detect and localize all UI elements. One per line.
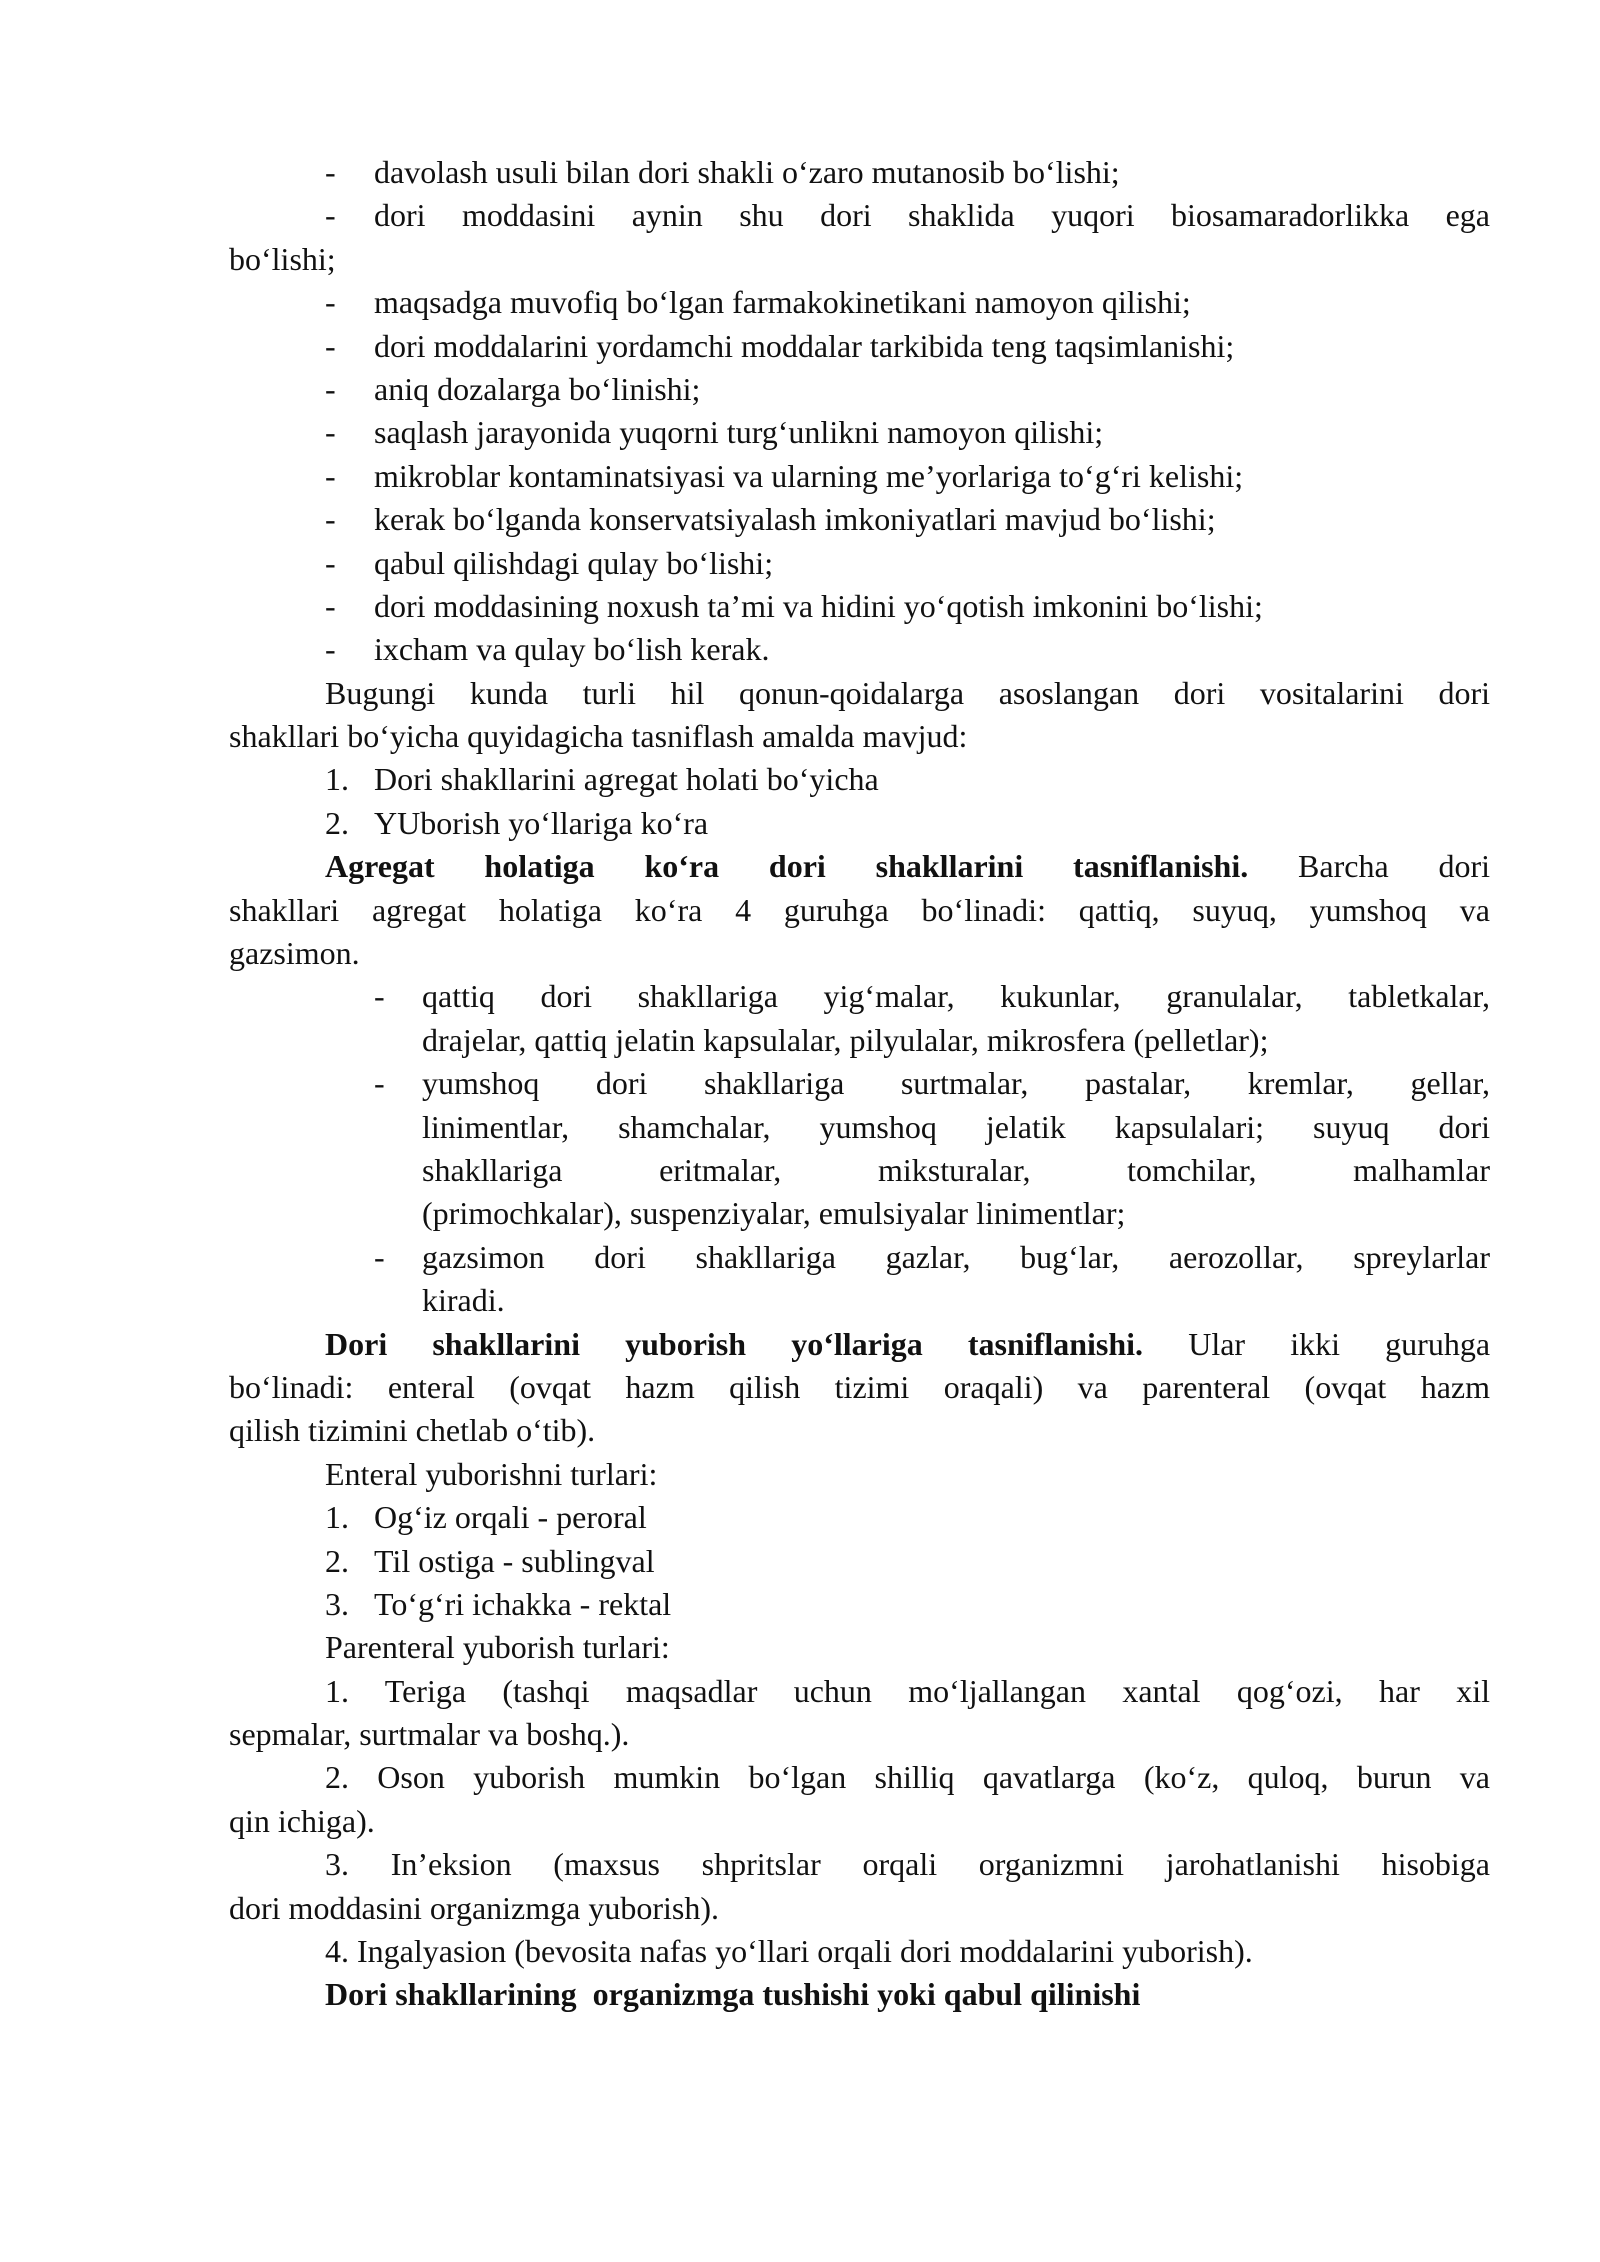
bullet-dash: -: [374, 1238, 385, 1275]
list-item: - qabul qilishdagi qulay bo‘lishi;: [229, 542, 1490, 585]
paragraph-line: dori moddasini organizmga yuborish).: [229, 1889, 719, 1926]
paragraph-line: sepmalar, surtmalar va boshq.).: [229, 1716, 630, 1753]
bullet-dash: -: [325, 587, 336, 624]
paragraph-line: bo‘linadi: enteral (ovqat hazm qilish tizimi oraqali) va parenteral (ovqat hazm: [229, 1368, 1490, 1405]
paragraph-line: shakllari agregat holatiga ko‘ra 4 guruhga bo‘linadi: qattiq, suyuq, yumshoq va: [229, 891, 1490, 928]
bullet-dash: -: [325, 154, 336, 190]
numbered-paragraph: 3. In’eksion (maxsus shpritslar orqali organizmni jarohatlanishi hisobiga: [325, 1846, 1490, 1883]
list-item-continuation: bo‘lishi;: [229, 240, 336, 277]
bullet-dash: -: [325, 414, 336, 451]
paragraph-line: qin ichiga).: [229, 1802, 375, 1839]
list-item: - yumshoq dori shakllariga surtmalar, pastalar, kremlar, gellar,: [229, 1062, 1490, 1105]
list-item: - aniq dozalarga bo‘linishi;: [229, 368, 1490, 411]
bullet-dash: -: [325, 327, 336, 364]
bullet-dash: -: [325, 370, 336, 407]
paragraph-line: qilish tizimini chetlab o‘tib).: [229, 1412, 596, 1449]
list-item: - maqsadga muvofiq bo‘lgan farmakokinetikani namoyon qilishi;: [229, 281, 1490, 324]
bullet-dash: -: [374, 1065, 385, 1102]
list-item: - mikroblar kontaminatsiyasi va ularning me’yorlariga to‘g‘ri kelishi;: [229, 455, 1490, 498]
list-item: - ixcham va qulay bo‘lish kerak.: [229, 628, 1490, 671]
numbered-paragraph: 1. Teriga (tashqi maqsadlar uchun mo‘ljallangan xantal qog‘ozi, har xil: [325, 1672, 1490, 1709]
list-item-continuation: drajelar, qattiq jelatin kapsulalar, pilyulalar, mikrosfera (pelletlar);: [422, 1021, 1269, 1058]
list-item: - gazsimon dori shakllariga gazlar, bug‘lar, aerozollar, spreylarlar: [229, 1236, 1490, 1279]
numbered-item: 1. Og‘iz orqali - peroral: [325, 1499, 647, 1536]
numbered-item: 2. YUborish yo‘llariga ko‘ra: [325, 804, 709, 841]
list-item-continuation: shakllariga eritmalar, miksturalar, tomchilar, malhamlar: [422, 1151, 1490, 1188]
list-item-continuation: linimentlar, shamchalar, yumshoq jelatik kapsulalari; suyuq dori: [422, 1108, 1490, 1145]
paragraph-line: gazsimon.: [229, 935, 360, 972]
list-item-continuation: (primochkalar), suspenziyalar, emulsiyalar linimentlar;: [422, 1195, 1126, 1232]
section-heading-agregat: Agregat holatiga ko‘ra dori shakllarini tasniflanishi. Barcha dori: [325, 848, 1490, 885]
list-item: - kerak bo‘lganda konservatsiyalash imkoniyatlari mavjud bo‘lishi;: [229, 498, 1490, 541]
section-heading-final: Dori shakllarining organizmga tushishi yoki qabul qilinishi: [325, 1976, 1141, 2013]
bullet-dash: -: [325, 544, 336, 581]
list-item: - dori moddasining noxush ta’mi va hidini yo‘qotish imkonini bo‘lishi;: [229, 585, 1490, 628]
list-item: - davolash usuli bilan dori shakli o‘zaro mutanosib bo‘lishi;: [229, 151, 1490, 194]
numbered-item: 2. Til ostiga - sublingval: [325, 1542, 655, 1579]
list-item: - dori moddalarini yordamchi moddalar tarkibida teng taqsimlanishi;: [229, 325, 1490, 368]
section-heading-yuborish: Dori shakllarini yuborish yo‘llariga tasniflanishi. Ular ikki guruhga: [325, 1325, 1491, 1362]
bullet-dash: -: [325, 501, 336, 538]
list-item: - dori moddasini aynin shu dori shaklida yuqori biosamaradorlikka ega: [229, 194, 1490, 237]
parenteral-title: Parenteral yuborish turlari:: [325, 1629, 670, 1666]
numbered-paragraph: 2. Oson yuborish mumkin bo‘lgan shilliq qavatlarga (ko‘z, quloq, burun va: [325, 1759, 1490, 1796]
list-item: - saqlash jarayonida yuqorni turg‘unlikni namoyon qilishi;: [229, 411, 1490, 454]
numbered-item: 3. To‘g‘ri ichakka - rektal: [325, 1585, 672, 1622]
paragraph-line: shakllari bo‘yicha quyidagicha tasniflash amalda mavjud:: [229, 718, 968, 755]
list-item-continuation: kiradi.: [422, 1282, 505, 1319]
bullet-dash: -: [325, 631, 336, 668]
list-item: - qattiq dori shakllariga yig‘malar, kukunlar, granulalar, tabletkalar,: [229, 975, 1490, 1018]
numbered-paragraph: 4. Ingalyasion (bevosita nafas yo‘llari orqali dori moddalarini yuborish).: [325, 1933, 1253, 1970]
bullet-dash: -: [325, 197, 336, 234]
numbered-item: 1. Dori shakllarini agregat holati bo‘yicha: [325, 761, 879, 798]
bullet-dash: -: [374, 978, 385, 1015]
enteral-title: Enteral yuborishni turlari:: [325, 1455, 658, 1492]
bullet-dash: -: [325, 284, 336, 321]
paragraph-line: Bugungi kunda turli hil qonun-qoidalarga asoslangan dori vositalarini dori: [325, 674, 1490, 711]
bullet-dash: -: [325, 457, 336, 494]
